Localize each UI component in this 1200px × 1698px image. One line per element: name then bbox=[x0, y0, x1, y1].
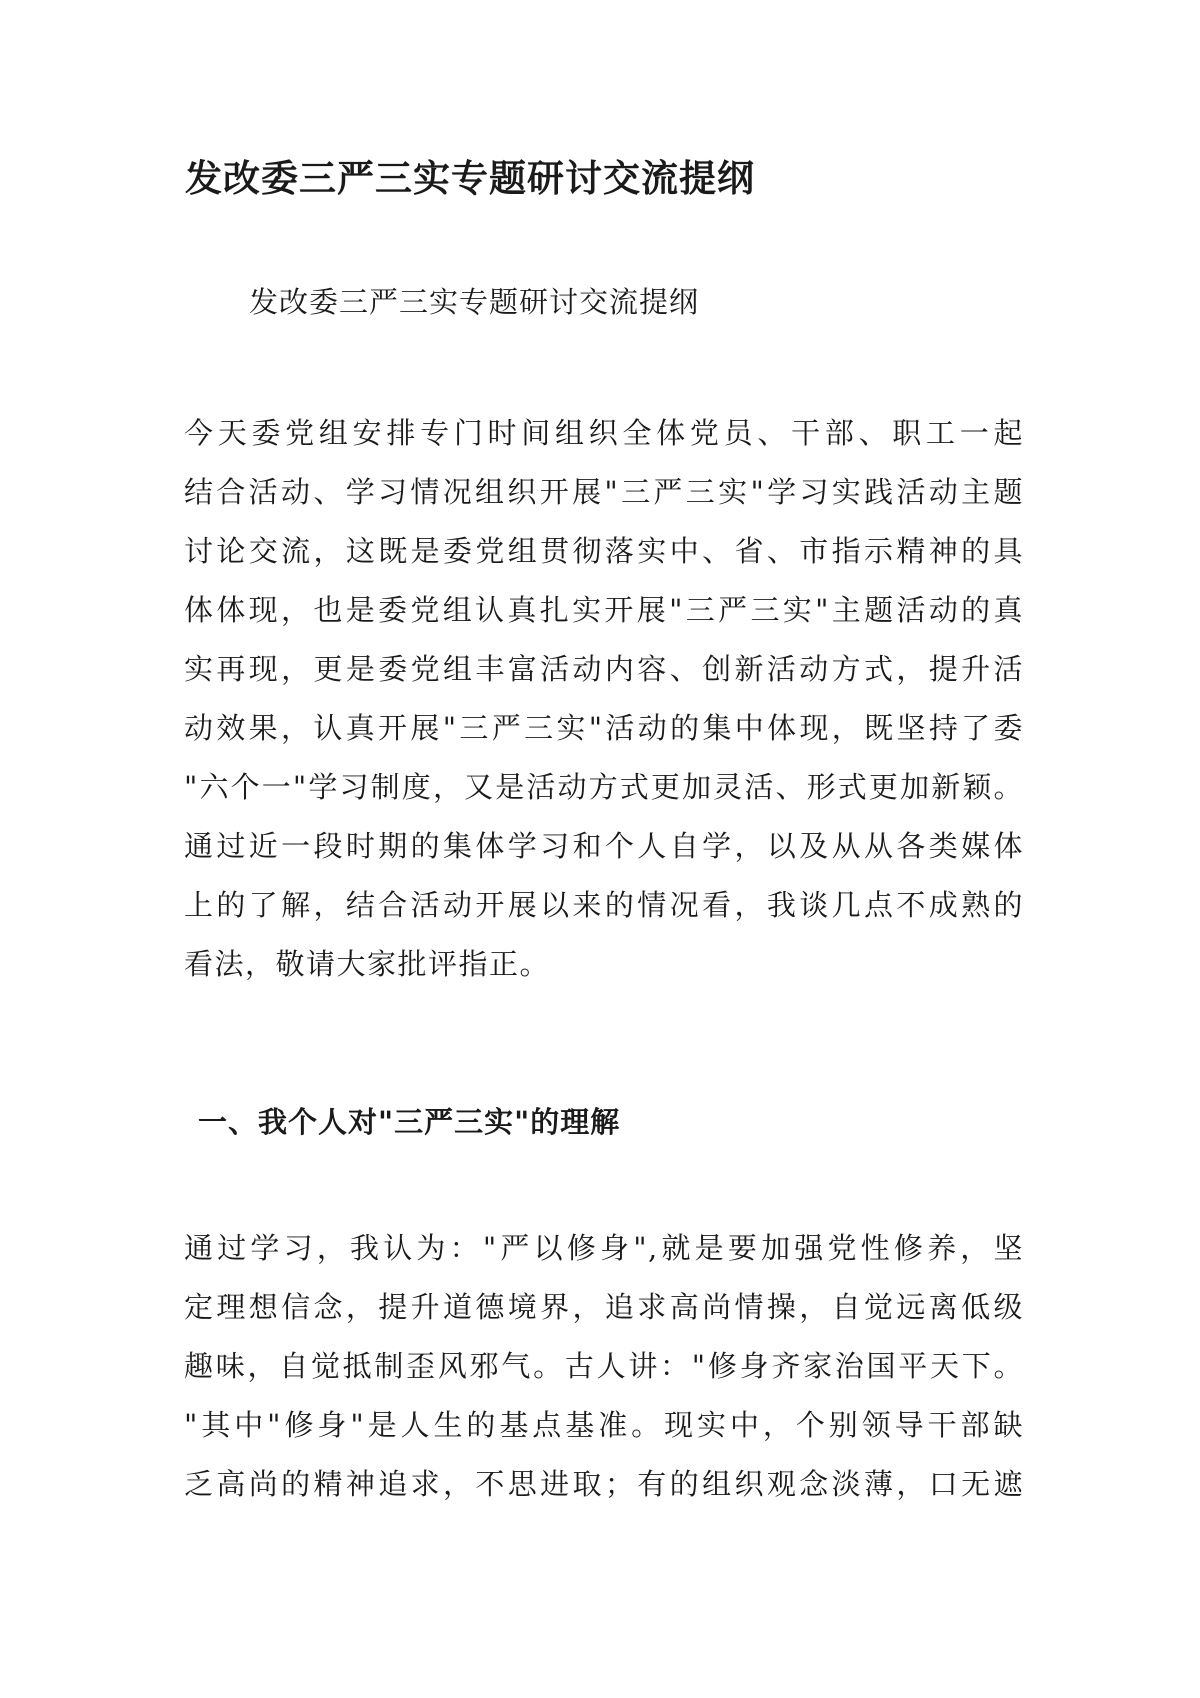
intro-line: 上的了解，结合活动开展以来的情况看，我谈几点不成熟的 bbox=[184, 888, 1024, 922]
intro-line: "六个一"学习制度，又是活动方式更加灵活、形式更加新颖。 bbox=[184, 770, 1024, 804]
section-paragraph bbox=[184, 1219, 1024, 1514]
intro-line: 讨论交流，这既是委党组贯彻落实中、省、市指示精神的具 bbox=[184, 534, 1024, 568]
intro-line: 今天委党组安排专门时间组织全体党员、干部、职工一起 bbox=[184, 416, 1024, 450]
section-line: 趣味，自觉抵制歪风邪气。古人讲："修身齐家治国平天下。 bbox=[184, 1349, 1024, 1383]
intro-line: 动效果，认真开展"三严三实"活动的集中体现，既坚持了委 bbox=[184, 711, 1024, 745]
intro-line: 实再现，更是委党组丰富活动内容、创新活动方式，提升活 bbox=[184, 652, 1024, 686]
document-title: 发改委三严三实专题研讨交流提纲 bbox=[185, 156, 755, 200]
intro-line: 体体现，也是委党组认真扎实开展"三严三实"主题活动的真 bbox=[184, 593, 1024, 627]
intro-line: 通过近一段时期的集体学习和个人自学，以及从从各类媒体 bbox=[184, 829, 1024, 863]
section-line: 定理想信念，提升道德境界，追求高尚情操，自觉远离低级 bbox=[184, 1290, 1024, 1324]
intro-paragraph bbox=[184, 404, 1024, 994]
section-line: "其中"修身"是人生的基点基准。现实中，个别领导干部缺 bbox=[184, 1408, 1024, 1442]
section-line: 通过学习，我认为："严以修身",就是要加强党性修养，坚 bbox=[184, 1231, 1024, 1265]
intro-line: 结合活动、学习情况组织开展"三严三实"学习实践活动主题 bbox=[184, 475, 1024, 509]
section-line: 乏高尚的精神追求，不思进取；有的组织观念淡薄，口无遮 bbox=[184, 1467, 1024, 1501]
section-heading: 一、我个人对"三严三实"的理解 bbox=[198, 1105, 621, 1139]
intro-line: 看法，敬请大家批评指正。 bbox=[184, 947, 551, 981]
document-subtitle: 发改委三严三实专题研讨交流提纲 bbox=[249, 285, 700, 319]
